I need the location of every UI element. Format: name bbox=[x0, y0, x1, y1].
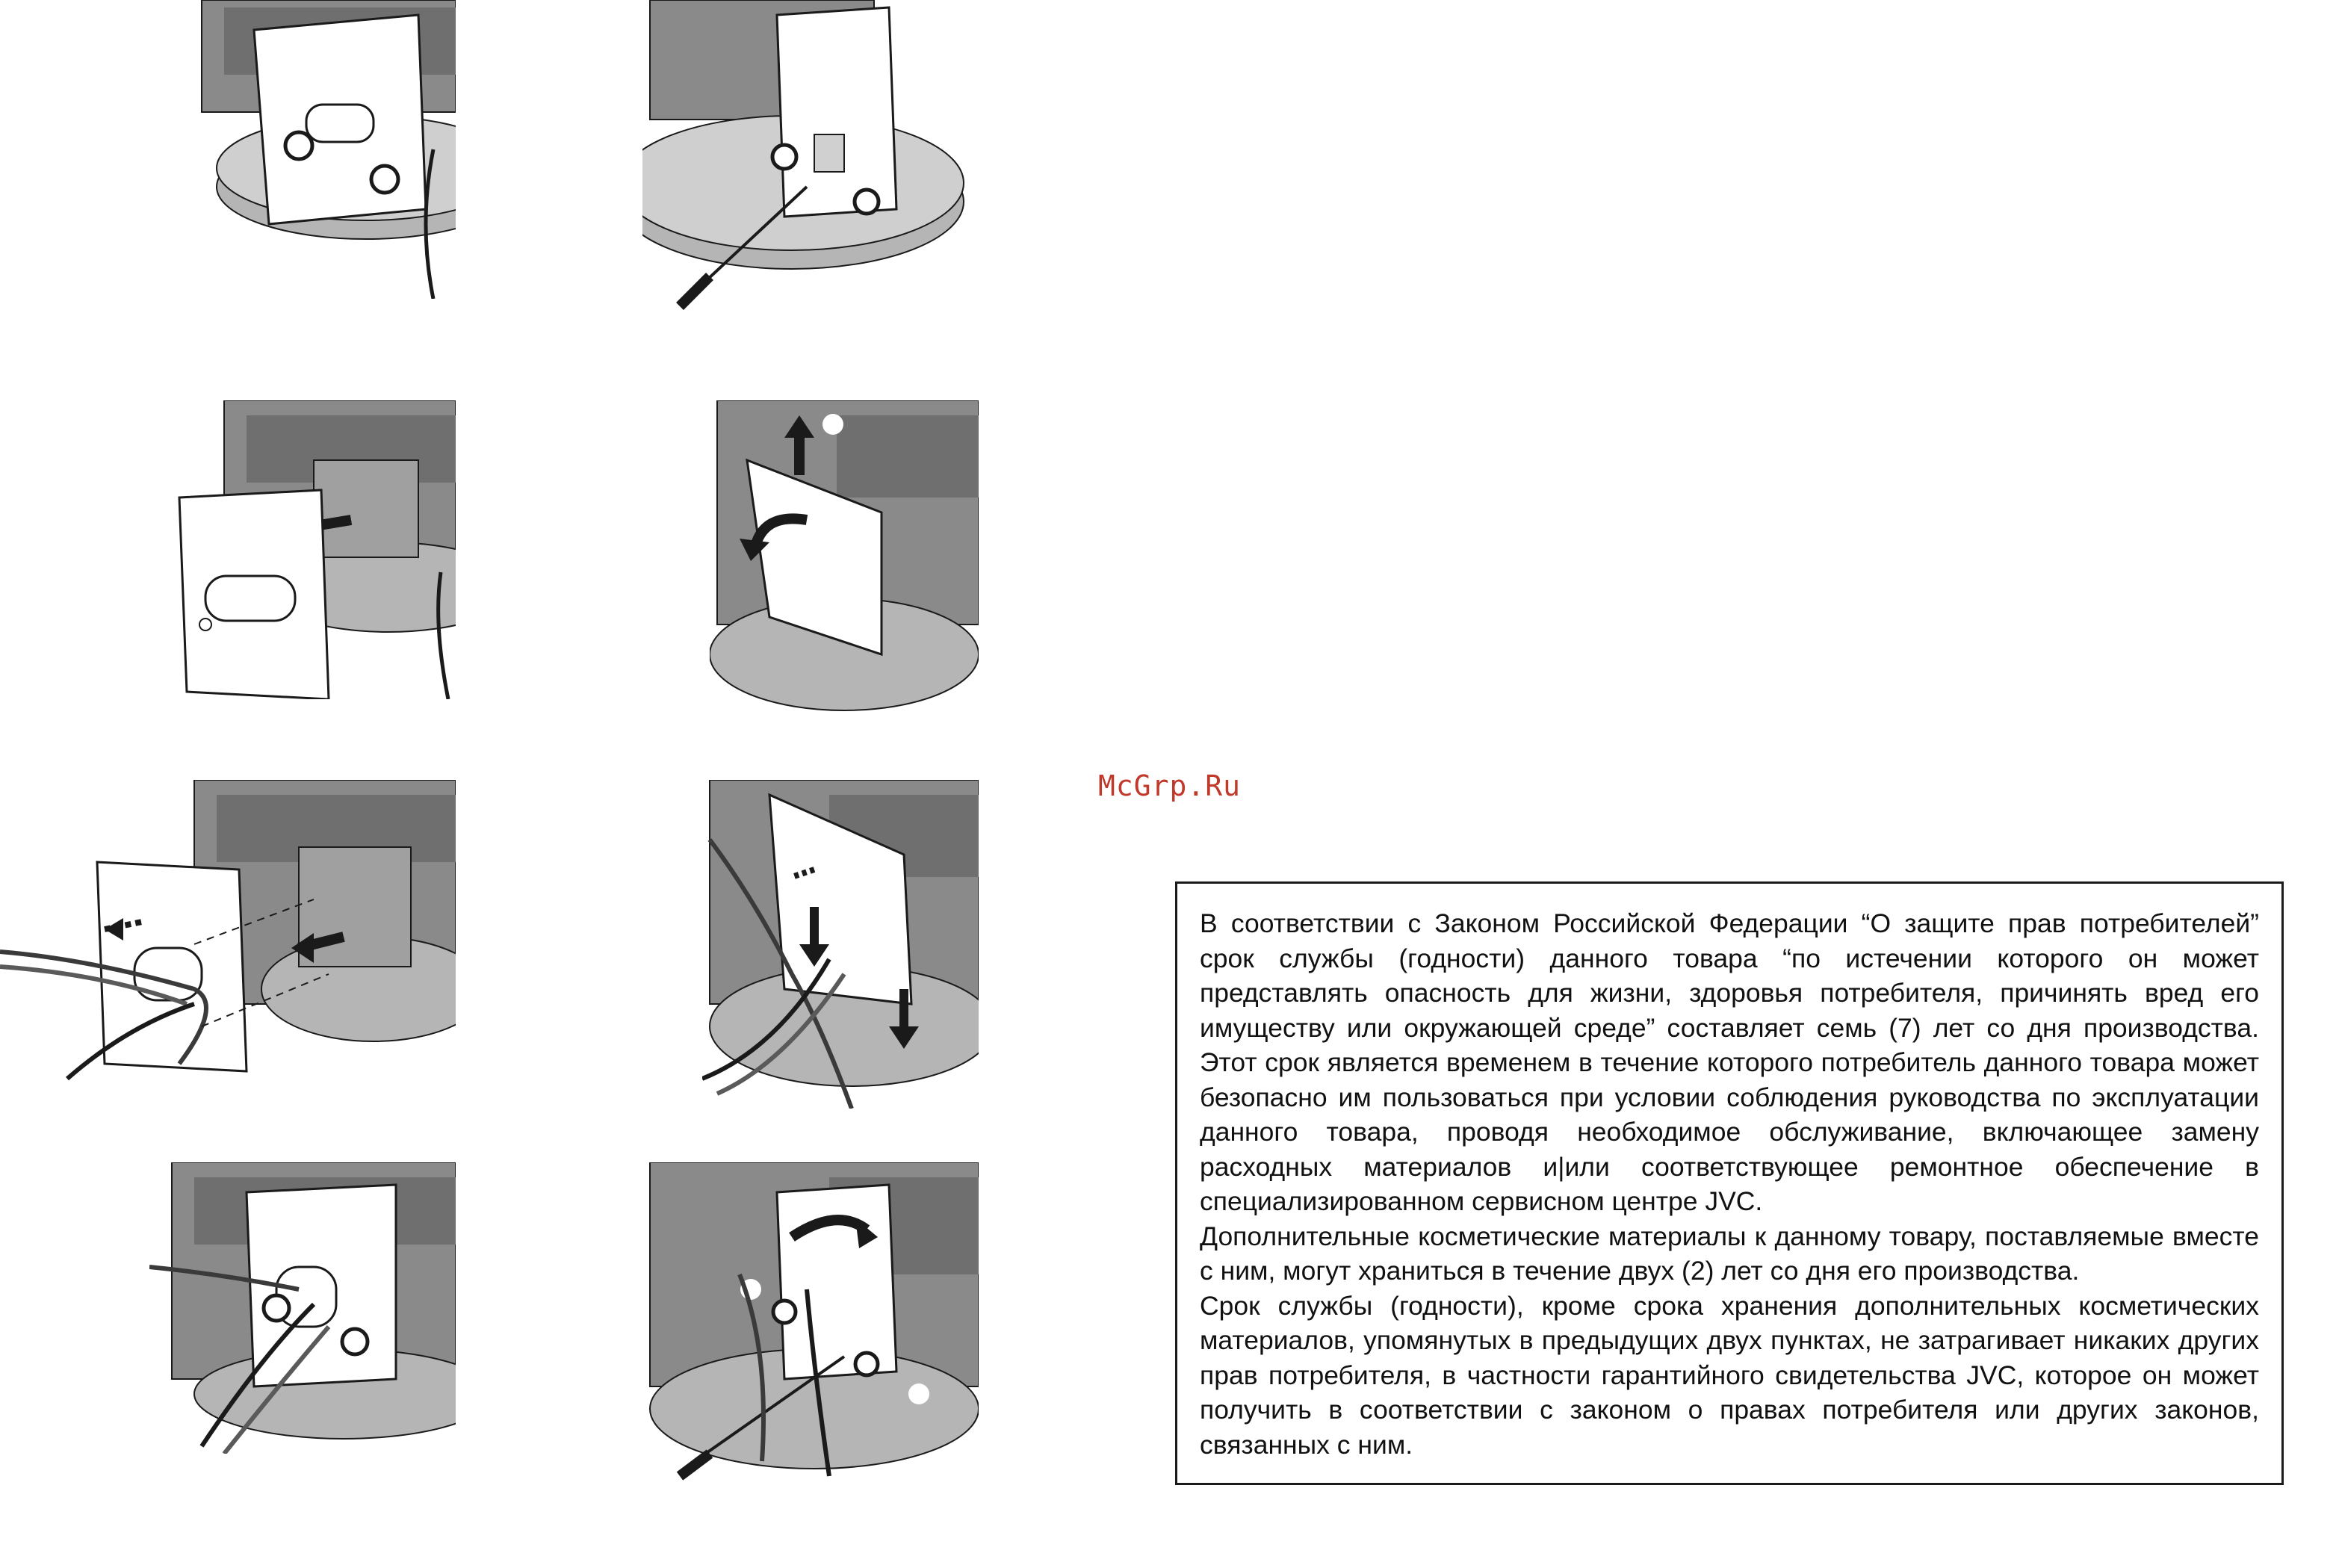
illustration-step-1 bbox=[179, 0, 456, 299]
notice-paragraph-cosmetic-materials: Дополнительные косметические материалы к данному товару, поставляемые вместе с ним, могут храниться в течение двух (2) лет со дня его производства. bbox=[1200, 1221, 2259, 1286]
illustration-step-3 bbox=[172, 400, 456, 699]
illustration-step-6 bbox=[702, 780, 979, 1109]
illustration-step-4 bbox=[710, 400, 979, 714]
illustration-step-8 bbox=[642, 1162, 979, 1484]
watermark: McGrp.Ru bbox=[1098, 769, 1242, 802]
notice-paragraph-service-life: В соответствии с Законом Российской Федерации “О защите прав потребителей” срок службы (годности) данного товара “по истечении которого он может представлять опасность для жизни, здоровья потребителя, причинять вред его имуществу или окружающей среде” составляет семь (7) лет со дня производства. Этот срок является временем в течение которого потребитель данного товара может безопасно им пользоваться при условии соблюдения руководства по эксплуатации данного товара, проводя необходимое обслуживание, включающее замену расходных материалов и|или соответствующее ремонтное обеспечение в специализированном сервисном центре JVC. bbox=[1200, 908, 2259, 1216]
illustration-step-5 bbox=[0, 780, 456, 1086]
illustration-step-2 bbox=[642, 0, 979, 314]
service-life-notice bbox=[1175, 881, 2284, 1485]
illustration-step-7 bbox=[149, 1162, 456, 1454]
notice-paragraph-consumer-rights: Срок службы (годности), кроме срока хранения дополнительных косметических материалов, упомянутых в предыдущих двух пунктах, не затрагивает никаких других прав потребителя, в частности гарантийного свидетельства JVC, которое он может получить в соответствии с законом о правах потребителя или других законов, связанных с ним. bbox=[1200, 1290, 2259, 1460]
